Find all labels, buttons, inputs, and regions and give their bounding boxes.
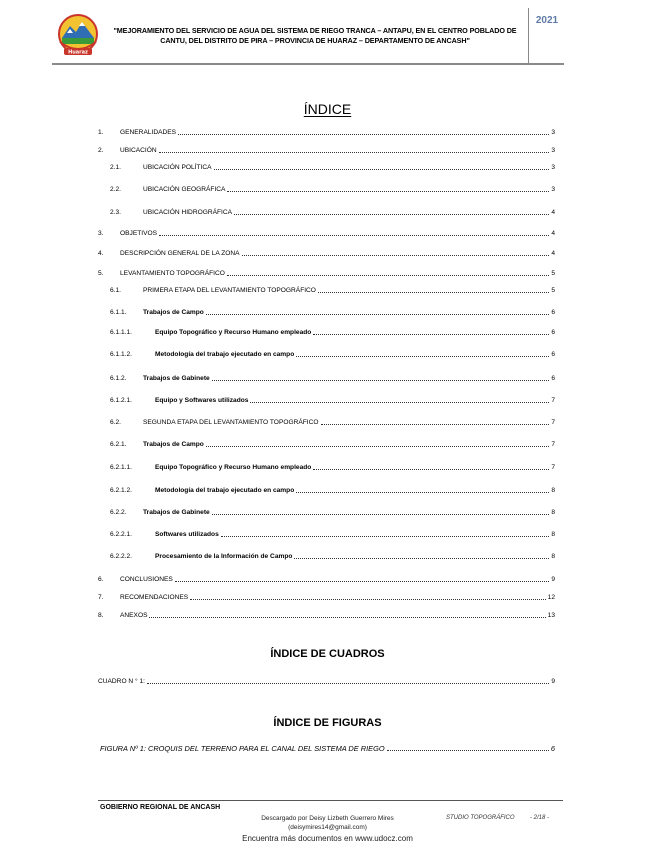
- toc-page-number: 8: [551, 509, 555, 516]
- toc-number: 6.2.1.: [110, 441, 127, 448]
- project-title: "MEJORAMIENTO DEL SERVICIO DE AGUA DEL SISTEMA DE RIEGO TRANCA – ANTAPU, EN EL CENTRO POBLADO DE CANTU, DEL DISTRITO DE PIRA – PROVINCIA DE HUARAZ – DEPARTAMENTO DE ANCASH": [113, 26, 517, 45]
- toc-page-number: 7: [551, 464, 555, 471]
- toc-number: 6.2.1.2.: [110, 487, 132, 494]
- toc-number: 2.2.: [110, 186, 121, 193]
- toc-leader: [214, 169, 550, 170]
- toc-title: Procesamiento de la Información de Campo: [155, 553, 293, 560]
- toc-leader: [296, 492, 549, 493]
- toc-entry[interactable]: [110, 507, 555, 517]
- toc-leader: [206, 446, 550, 447]
- header-year: 2021: [528, 8, 565, 64]
- download-email: (deisymires14@gmail.com): [288, 824, 367, 831]
- toc-title: Trabajos de Campo: [143, 441, 204, 448]
- toc-page-number: 5: [551, 270, 555, 277]
- toc-title: Softwares utilizados: [155, 531, 219, 538]
- toc-title: Equipo y Softwares utilizados: [155, 397, 249, 404]
- toc-leader: [175, 581, 550, 582]
- toc-title: OBJETIVOS: [120, 230, 158, 237]
- toc-leader: [149, 617, 545, 618]
- toc-leader: [296, 356, 549, 357]
- footer-document-name: STUDIO TOPOGRÁFICO: [446, 815, 515, 821]
- toc-number: 3.: [98, 230, 104, 237]
- toc-number: 6.: [98, 576, 104, 583]
- toc-leader: [221, 536, 550, 537]
- toc-entry[interactable]: [110, 462, 555, 472]
- logo-text: Huaraz: [68, 49, 88, 56]
- toc-entry[interactable]: [110, 307, 555, 317]
- toc-number: 1.: [98, 129, 104, 136]
- toc-leader: [147, 683, 549, 684]
- toc-leader: [234, 214, 549, 215]
- toc-leader: [313, 334, 549, 335]
- toc-page-number: 4: [551, 250, 555, 257]
- toc-page-number: 9: [551, 576, 555, 583]
- toc-number: 7.: [98, 594, 104, 601]
- toc-leader: [318, 292, 549, 293]
- toc-entry[interactable]: [110, 349, 555, 359]
- toc-title: UBICACIÓN GEOGRÁFICA: [143, 186, 226, 193]
- toc-number: 6.1.1.2.: [110, 351, 132, 358]
- toc-entry[interactable]: [110, 485, 555, 495]
- toc-title: FIGURA Nº 1: CROQUIS DEL TERRENO PARA EL CANAL DEL SISTEMA DE RIEGO: [100, 744, 385, 753]
- cuadros-index-title: ÍNDICE DE CUADROS: [270, 648, 385, 660]
- toc-entry[interactable]: [110, 439, 555, 449]
- toc-title: Equipo Topográfico y Recurso Humano empleado: [155, 464, 312, 471]
- toc-number: 6.2.2.: [110, 509, 127, 516]
- toc-title: UBICACIÓN POLÍTICA: [143, 164, 212, 171]
- toc-number: 6.1.: [110, 287, 121, 294]
- toc-page-number: 6: [551, 375, 555, 382]
- toc-title: PRIMERA ETAPA DEL LEVANTAMIENTO TOPOGRÁFICO: [143, 287, 316, 294]
- toc-page-number: 6: [551, 351, 555, 358]
- toc-number: 6.2.1.1.: [110, 464, 132, 471]
- toc-number: 2.1.: [110, 164, 121, 171]
- toc-entry[interactable]: [98, 268, 555, 278]
- toc-page-number: 13: [547, 612, 555, 619]
- toc-entry[interactable]: [98, 592, 555, 602]
- toc-number: 6.2.: [110, 419, 121, 426]
- footer-organization: GOBIERNO REGIONAL DE ANCASH: [100, 804, 221, 811]
- toc-page-number: 7: [551, 397, 555, 404]
- toc-page-number: 6: [551, 329, 555, 336]
- toc-leader: [387, 750, 549, 751]
- toc-number: 6.1.1.: [110, 309, 127, 316]
- toc-title: LEVANTAMIENTO TOPOGRÁFICO: [120, 270, 225, 277]
- toc-title: RECOMENDACIONES: [120, 594, 189, 601]
- toc-entry[interactable]: [98, 610, 555, 620]
- toc-entry[interactable]: [110, 551, 555, 561]
- toc-leader: [227, 275, 549, 276]
- toc-entry[interactable]: [110, 162, 555, 172]
- toc-number: 6.1.1.1.: [110, 329, 132, 336]
- footer-page-number: - 2/18 -: [530, 815, 550, 821]
- toc-page-number: 3: [551, 164, 555, 171]
- toc-page-number: 8: [551, 553, 555, 560]
- toc-title: Metodología del trabajo ejecutado en campo: [155, 487, 295, 494]
- toc-leader: [227, 191, 549, 192]
- toc-page-number: 8: [551, 487, 555, 494]
- toc-title: CUADRO N ° 1:: [98, 678, 145, 685]
- toc-entry[interactable]: [110, 207, 555, 217]
- toc-page-number: 8: [551, 531, 555, 538]
- toc-entry[interactable]: [110, 285, 555, 295]
- toc-page-number: 6: [551, 309, 555, 316]
- toc-entry[interactable]: [110, 373, 555, 383]
- download-by: Descargado por Deisy Lizbeth Guerrero Mires: [261, 815, 394, 822]
- toc-number: 4.: [98, 250, 104, 257]
- toc-page-number: 7: [551, 419, 555, 426]
- more-documents-link[interactable]: Encuentra más documentos en www.udocz.com: [242, 834, 413, 843]
- toc-leader: [190, 599, 546, 600]
- toc-title: Trabajos de Gabinete: [143, 375, 210, 382]
- toc-leader: [206, 314, 550, 315]
- toc-page-number: 7: [551, 441, 555, 448]
- toc-entry[interactable]: [110, 395, 555, 405]
- toc-entry[interactable]: [110, 184, 555, 194]
- toc-title: GENERALIDADES: [120, 129, 177, 136]
- figura-entry[interactable]: [100, 743, 555, 753]
- toc-entry[interactable]: [98, 248, 555, 258]
- toc-title: CONCLUSIONES: [120, 576, 173, 583]
- figuras-index-title: ÍNDICE DE FIGURAS: [273, 717, 382, 729]
- toc-number: 2.3.: [110, 209, 121, 216]
- toc-title: Metodología del trabajo ejecutado en campo: [155, 351, 295, 358]
- toc-title: DESCRIPCIÓN GENERAL DE LA ZONA: [120, 250, 240, 257]
- toc-entry[interactable]: [98, 145, 555, 155]
- toc-leader: [178, 134, 549, 135]
- toc-page-number: 4: [551, 230, 555, 237]
- toc-number: 8.: [98, 612, 104, 619]
- download-notice: [0, 814, 655, 832]
- toc-number: 2.: [98, 147, 104, 154]
- toc-entry[interactable]: [110, 529, 555, 539]
- toc-leader: [313, 469, 549, 470]
- footer-divider: [98, 800, 563, 801]
- toc-leader: [212, 380, 550, 381]
- index-title: ÍNDICE: [303, 101, 352, 117]
- toc-entry[interactable]: [110, 417, 555, 427]
- cuadro-entry[interactable]: [98, 676, 555, 686]
- toc-entry[interactable]: [98, 127, 555, 137]
- toc-page-number: 9: [551, 678, 555, 685]
- toc-number: 6.2.2.1.: [110, 531, 132, 538]
- toc-title: UBICACIÓN: [120, 147, 157, 154]
- toc-title: UBICACIÓN HIDROGRÁFICA: [143, 209, 233, 216]
- toc-leader: [294, 558, 549, 559]
- toc-entry[interactable]: [98, 574, 555, 584]
- toc-page-number: 4: [551, 209, 555, 216]
- toc-title: ANEXOS: [120, 612, 148, 619]
- toc-number: 6.1.2.: [110, 375, 127, 382]
- toc-page-number: 3: [551, 186, 555, 193]
- toc-leader: [159, 152, 550, 153]
- toc-page-number: 3: [551, 129, 555, 136]
- toc-number: 6.1.2.1.: [110, 397, 132, 404]
- toc-leader: [159, 235, 549, 236]
- toc-entry[interactable]: [110, 327, 555, 337]
- toc-page-number: 12: [547, 594, 555, 601]
- toc-title: Equipo Topográfico y Recurso Humano empleado: [155, 329, 312, 336]
- toc-page-number: 6: [550, 744, 555, 753]
- toc-page-number: 3: [551, 147, 555, 154]
- toc-title: Trabajos de Campo: [143, 309, 204, 316]
- toc-page-number: 5: [551, 287, 555, 294]
- toc-title: Trabajos de Gabinete: [143, 509, 210, 516]
- toc-leader: [242, 255, 550, 256]
- toc-leader: [321, 424, 550, 425]
- toc-entry[interactable]: [98, 228, 555, 238]
- toc-title: SEGUNDA ETAPA DEL LEVANTAMIENTO TOPOGRÁFICO: [143, 419, 319, 426]
- toc-leader: [250, 402, 549, 403]
- toc-leader: [212, 514, 550, 515]
- toc-number: 5.: [98, 270, 104, 277]
- toc-number: 6.2.2.2.: [110, 553, 132, 560]
